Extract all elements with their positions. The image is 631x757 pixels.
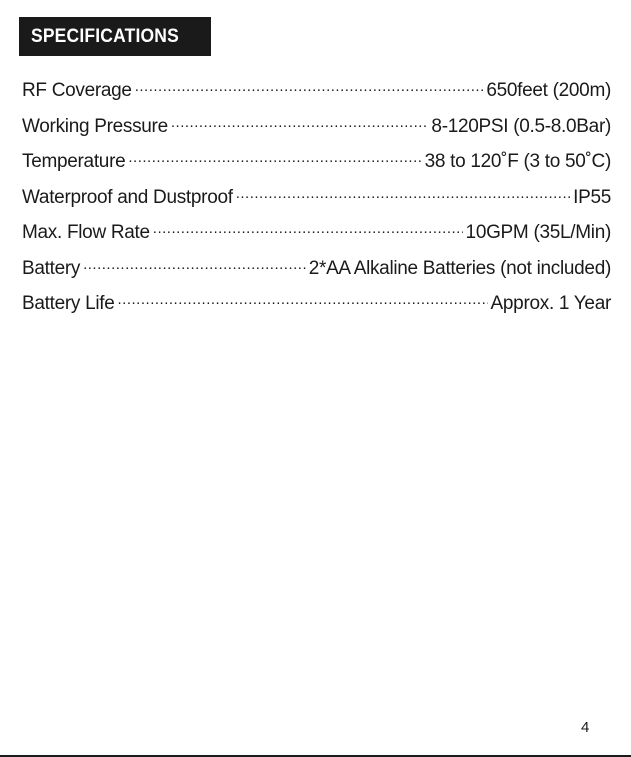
spec-label: Working Pressure: [22, 115, 168, 137]
specifications-list: [22, 76, 611, 325]
section-header: [19, 17, 211, 56]
spec-row-working-pressure: [22, 112, 611, 148]
dot-leader: [153, 218, 463, 238]
dot-leader: [118, 289, 488, 309]
spec-value: 8-120PSI (0.5-8.0Bar): [431, 115, 611, 137]
spec-row-rf-coverage: [22, 76, 611, 112]
spec-value: 650feet (200m): [486, 80, 611, 101]
spec-label: Battery: [22, 257, 81, 279]
spec-row-battery: [22, 254, 611, 290]
dot-leader: [171, 112, 429, 132]
spec-row-max-flow-rate: [22, 218, 611, 254]
dot-leader: [83, 254, 306, 274]
section-title: SPECIFICATIONS: [31, 25, 179, 47]
spec-value: 10GPM (35L/Min): [465, 222, 611, 243]
spec-label: Temperature: [22, 151, 126, 172]
spec-row-battery-life: [22, 289, 611, 325]
spec-value: 2*AA Alkaline Batteries (not included): [308, 257, 611, 279]
spec-value: Approx. 1 Year: [490, 293, 611, 314]
dot-leader: [135, 76, 484, 96]
dot-leader: [236, 183, 570, 203]
spec-label: Max. Flow Rate: [22, 222, 150, 243]
spec-label: Battery Life: [22, 293, 115, 314]
page-number: 4: [581, 719, 590, 736]
spec-row-waterproof: [22, 183, 611, 219]
spec-value: IP55: [573, 186, 611, 208]
spec-label: Waterproof and Dustproof: [22, 186, 233, 208]
spec-row-temperature: [22, 147, 611, 183]
spec-value: 38 to 120˚F (3 to 50˚C): [424, 151, 611, 172]
spec-label: RF Coverage: [22, 80, 132, 101]
dot-leader: [128, 147, 421, 167]
